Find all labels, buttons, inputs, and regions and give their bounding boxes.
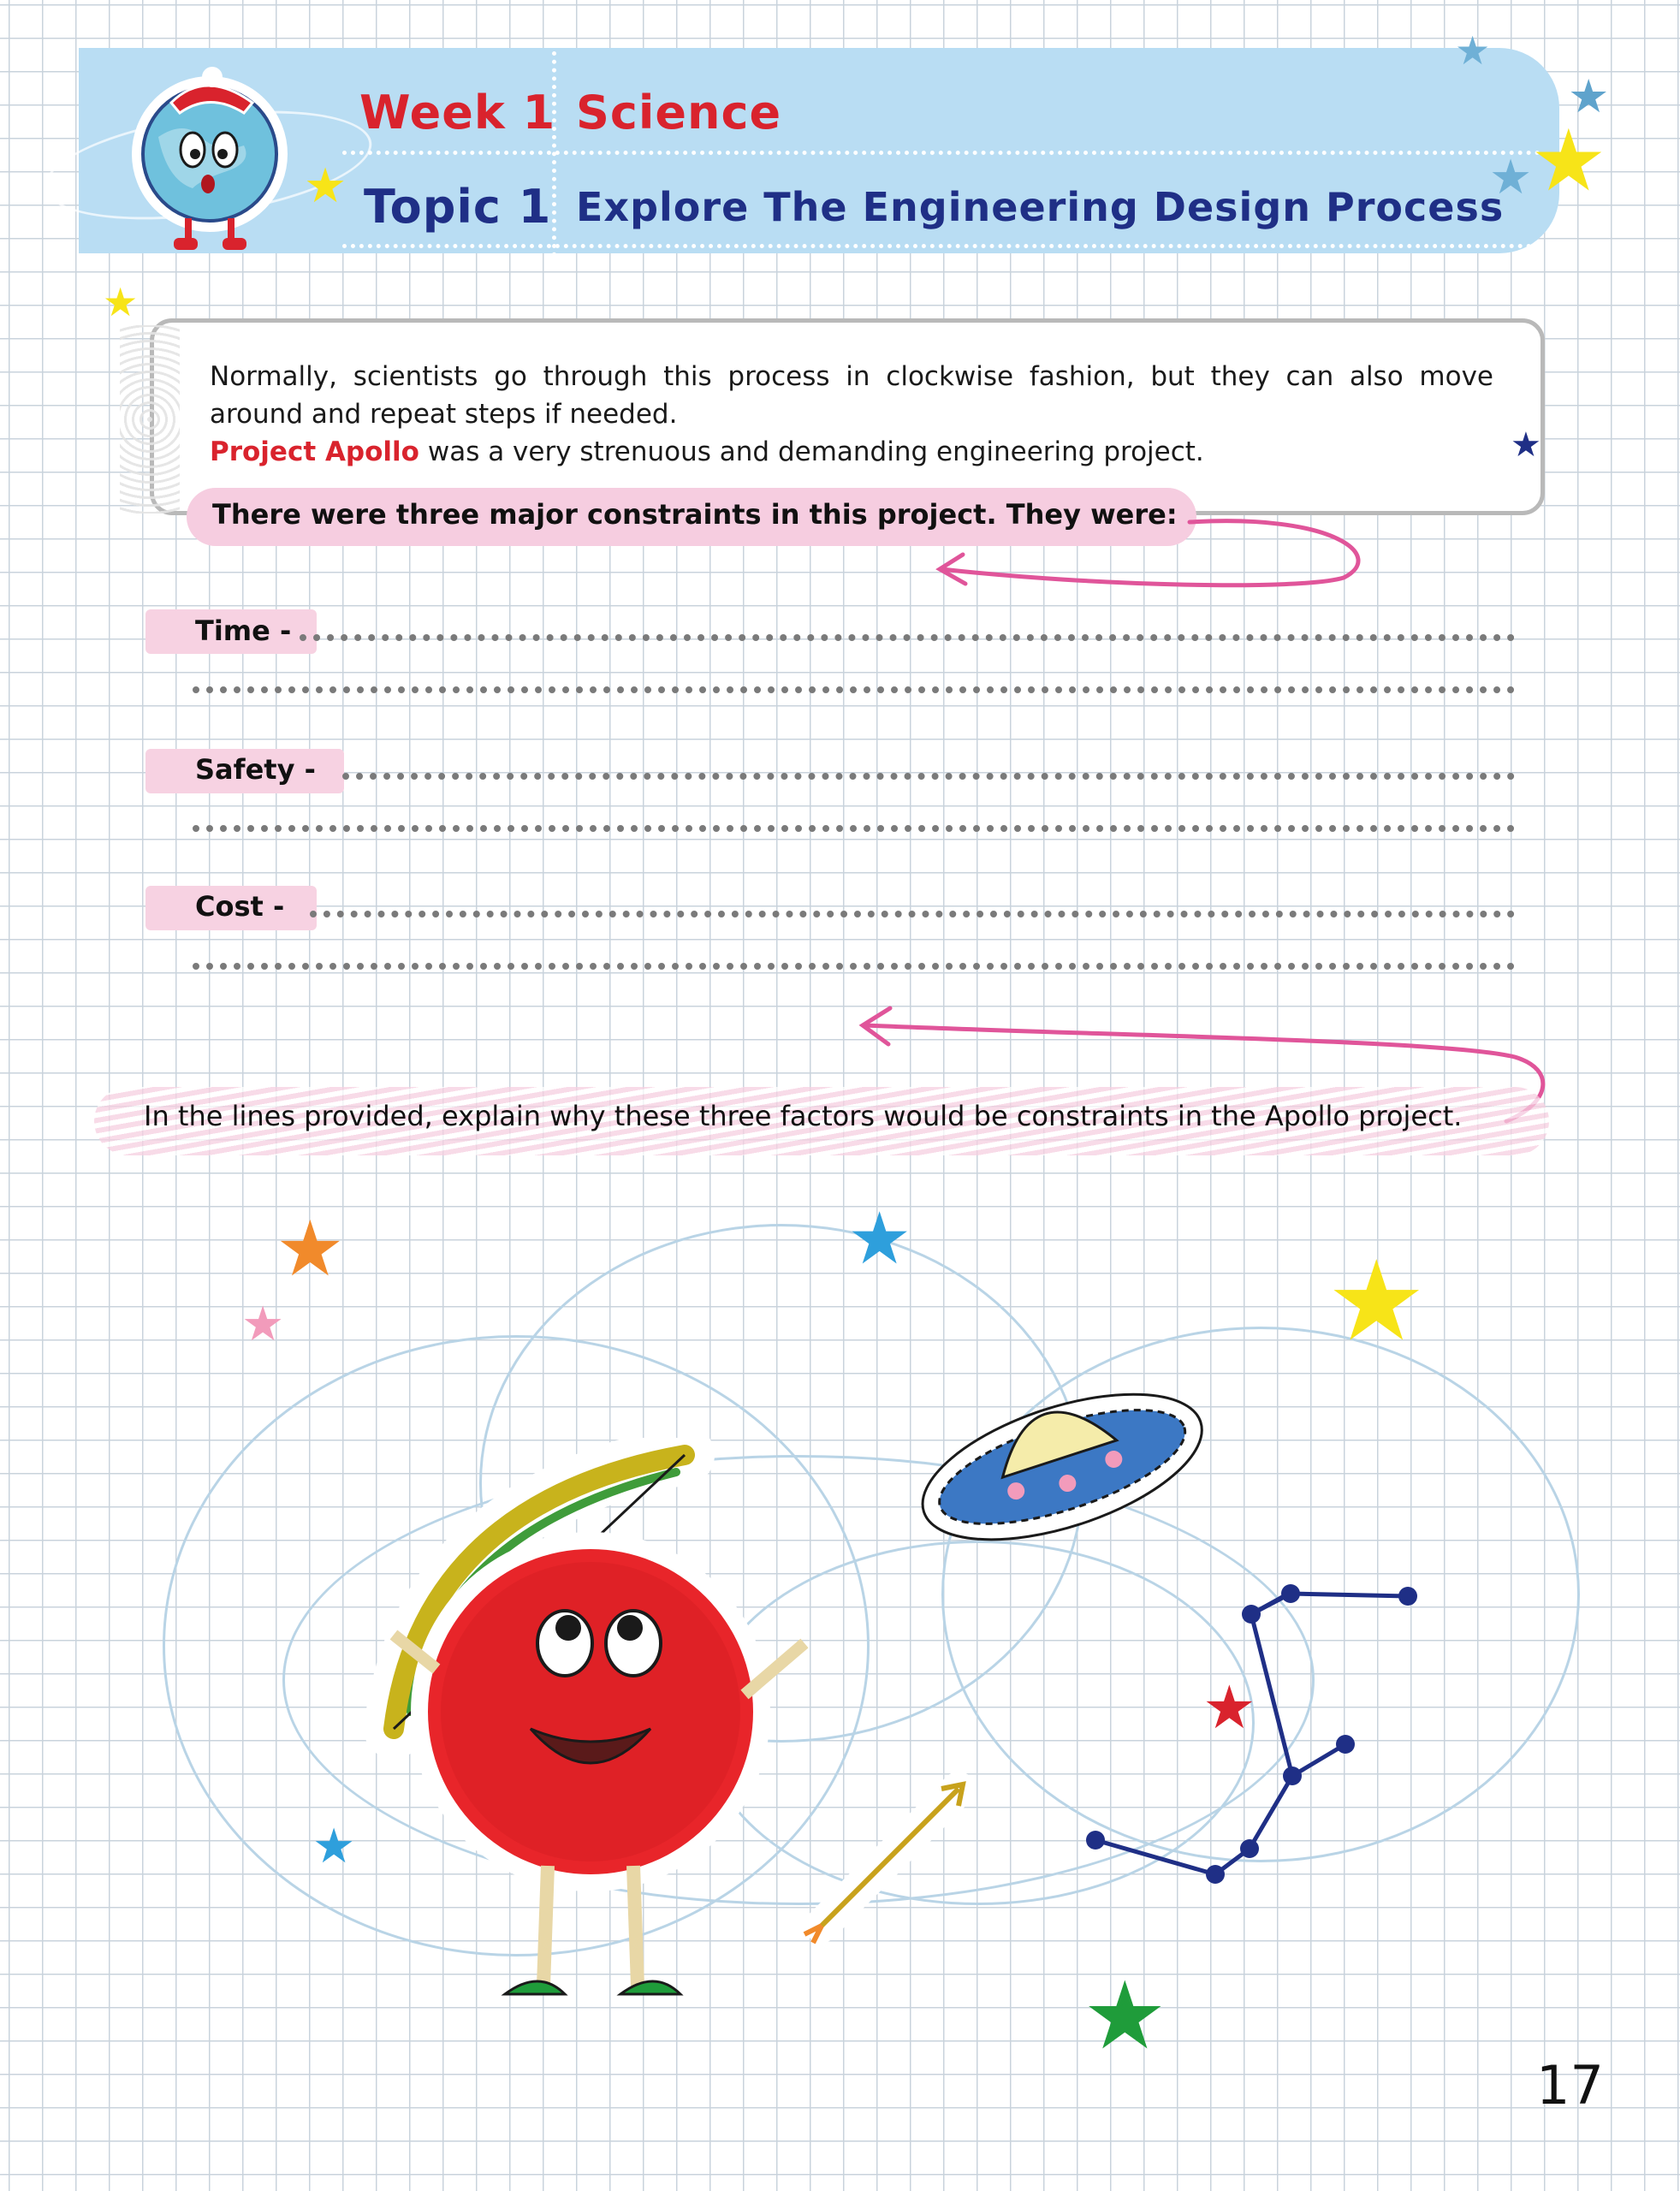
- safety-label: Safety -: [195, 753, 316, 786]
- globe-mascot-icon: [98, 43, 355, 257]
- constellation-icon: [1070, 1575, 1498, 1917]
- constraints-heading: There were three major constraints in this project. They were:: [212, 498, 1178, 531]
- star-icon: ★: [1083, 1961, 1167, 2070]
- time-answer-line-2[interactable]: [193, 686, 1515, 693]
- star-icon: ★: [304, 158, 347, 214]
- intro-line1: Normally, scientists go through this process in clockwise fashion, but they can also move around and repeat steps if needed.: [210, 361, 1493, 430]
- star-icon: ★: [103, 279, 139, 325]
- star-icon: ★: [241, 1297, 285, 1352]
- star-icon: ★: [1202, 1672, 1256, 1743]
- cost-answer-line-2[interactable]: [193, 963, 1515, 970]
- star-icon: ★: [1511, 425, 1541, 465]
- mars-archer-mascot-icon: [359, 1438, 976, 2080]
- star-icon: ★: [1489, 150, 1533, 205]
- time-answer-line-1[interactable]: [300, 634, 1515, 641]
- banner-divider-top: [342, 151, 1540, 155]
- instruction-text: In the lines provided, explain why these three factors would be constraints in the Apollo project.: [144, 1100, 1463, 1132]
- star-icon: ★: [1530, 110, 1607, 211]
- star-icon: ★: [1568, 69, 1610, 123]
- time-label: Time -: [195, 615, 292, 647]
- curved-arrow-icon: [924, 505, 1386, 608]
- topic-label: Topic 1: [364, 180, 552, 234]
- project-apollo-label: Project Apollo: [210, 436, 419, 467]
- cost-answer-line-1[interactable]: [310, 911, 1515, 917]
- star-icon: ★: [847, 1196, 912, 1280]
- banner-divider-vertical: [552, 51, 556, 257]
- page-number: 17: [1536, 2054, 1604, 2117]
- topic-title: Explore The Engineering Design Process: [576, 184, 1505, 230]
- star-icon: ★: [1327, 1236, 1427, 1366]
- star-icon: ★: [312, 1819, 356, 1874]
- intro-text: [210, 358, 1493, 471]
- cost-label: Cost -: [195, 890, 285, 923]
- star-icon: ★: [1455, 27, 1491, 74]
- star-icon: ★: [276, 1204, 345, 1294]
- banner-divider-bottom: [342, 244, 1540, 248]
- safety-answer-line-1[interactable]: [342, 773, 1515, 780]
- intro-scribble: [120, 325, 180, 514]
- safety-answer-line-2[interactable]: [193, 825, 1515, 832]
- subject-label: Science: [576, 86, 782, 140]
- intro-line2: was a very strenuous and demanding engineering project.: [419, 436, 1204, 467]
- week-label: Week 1: [359, 86, 556, 140]
